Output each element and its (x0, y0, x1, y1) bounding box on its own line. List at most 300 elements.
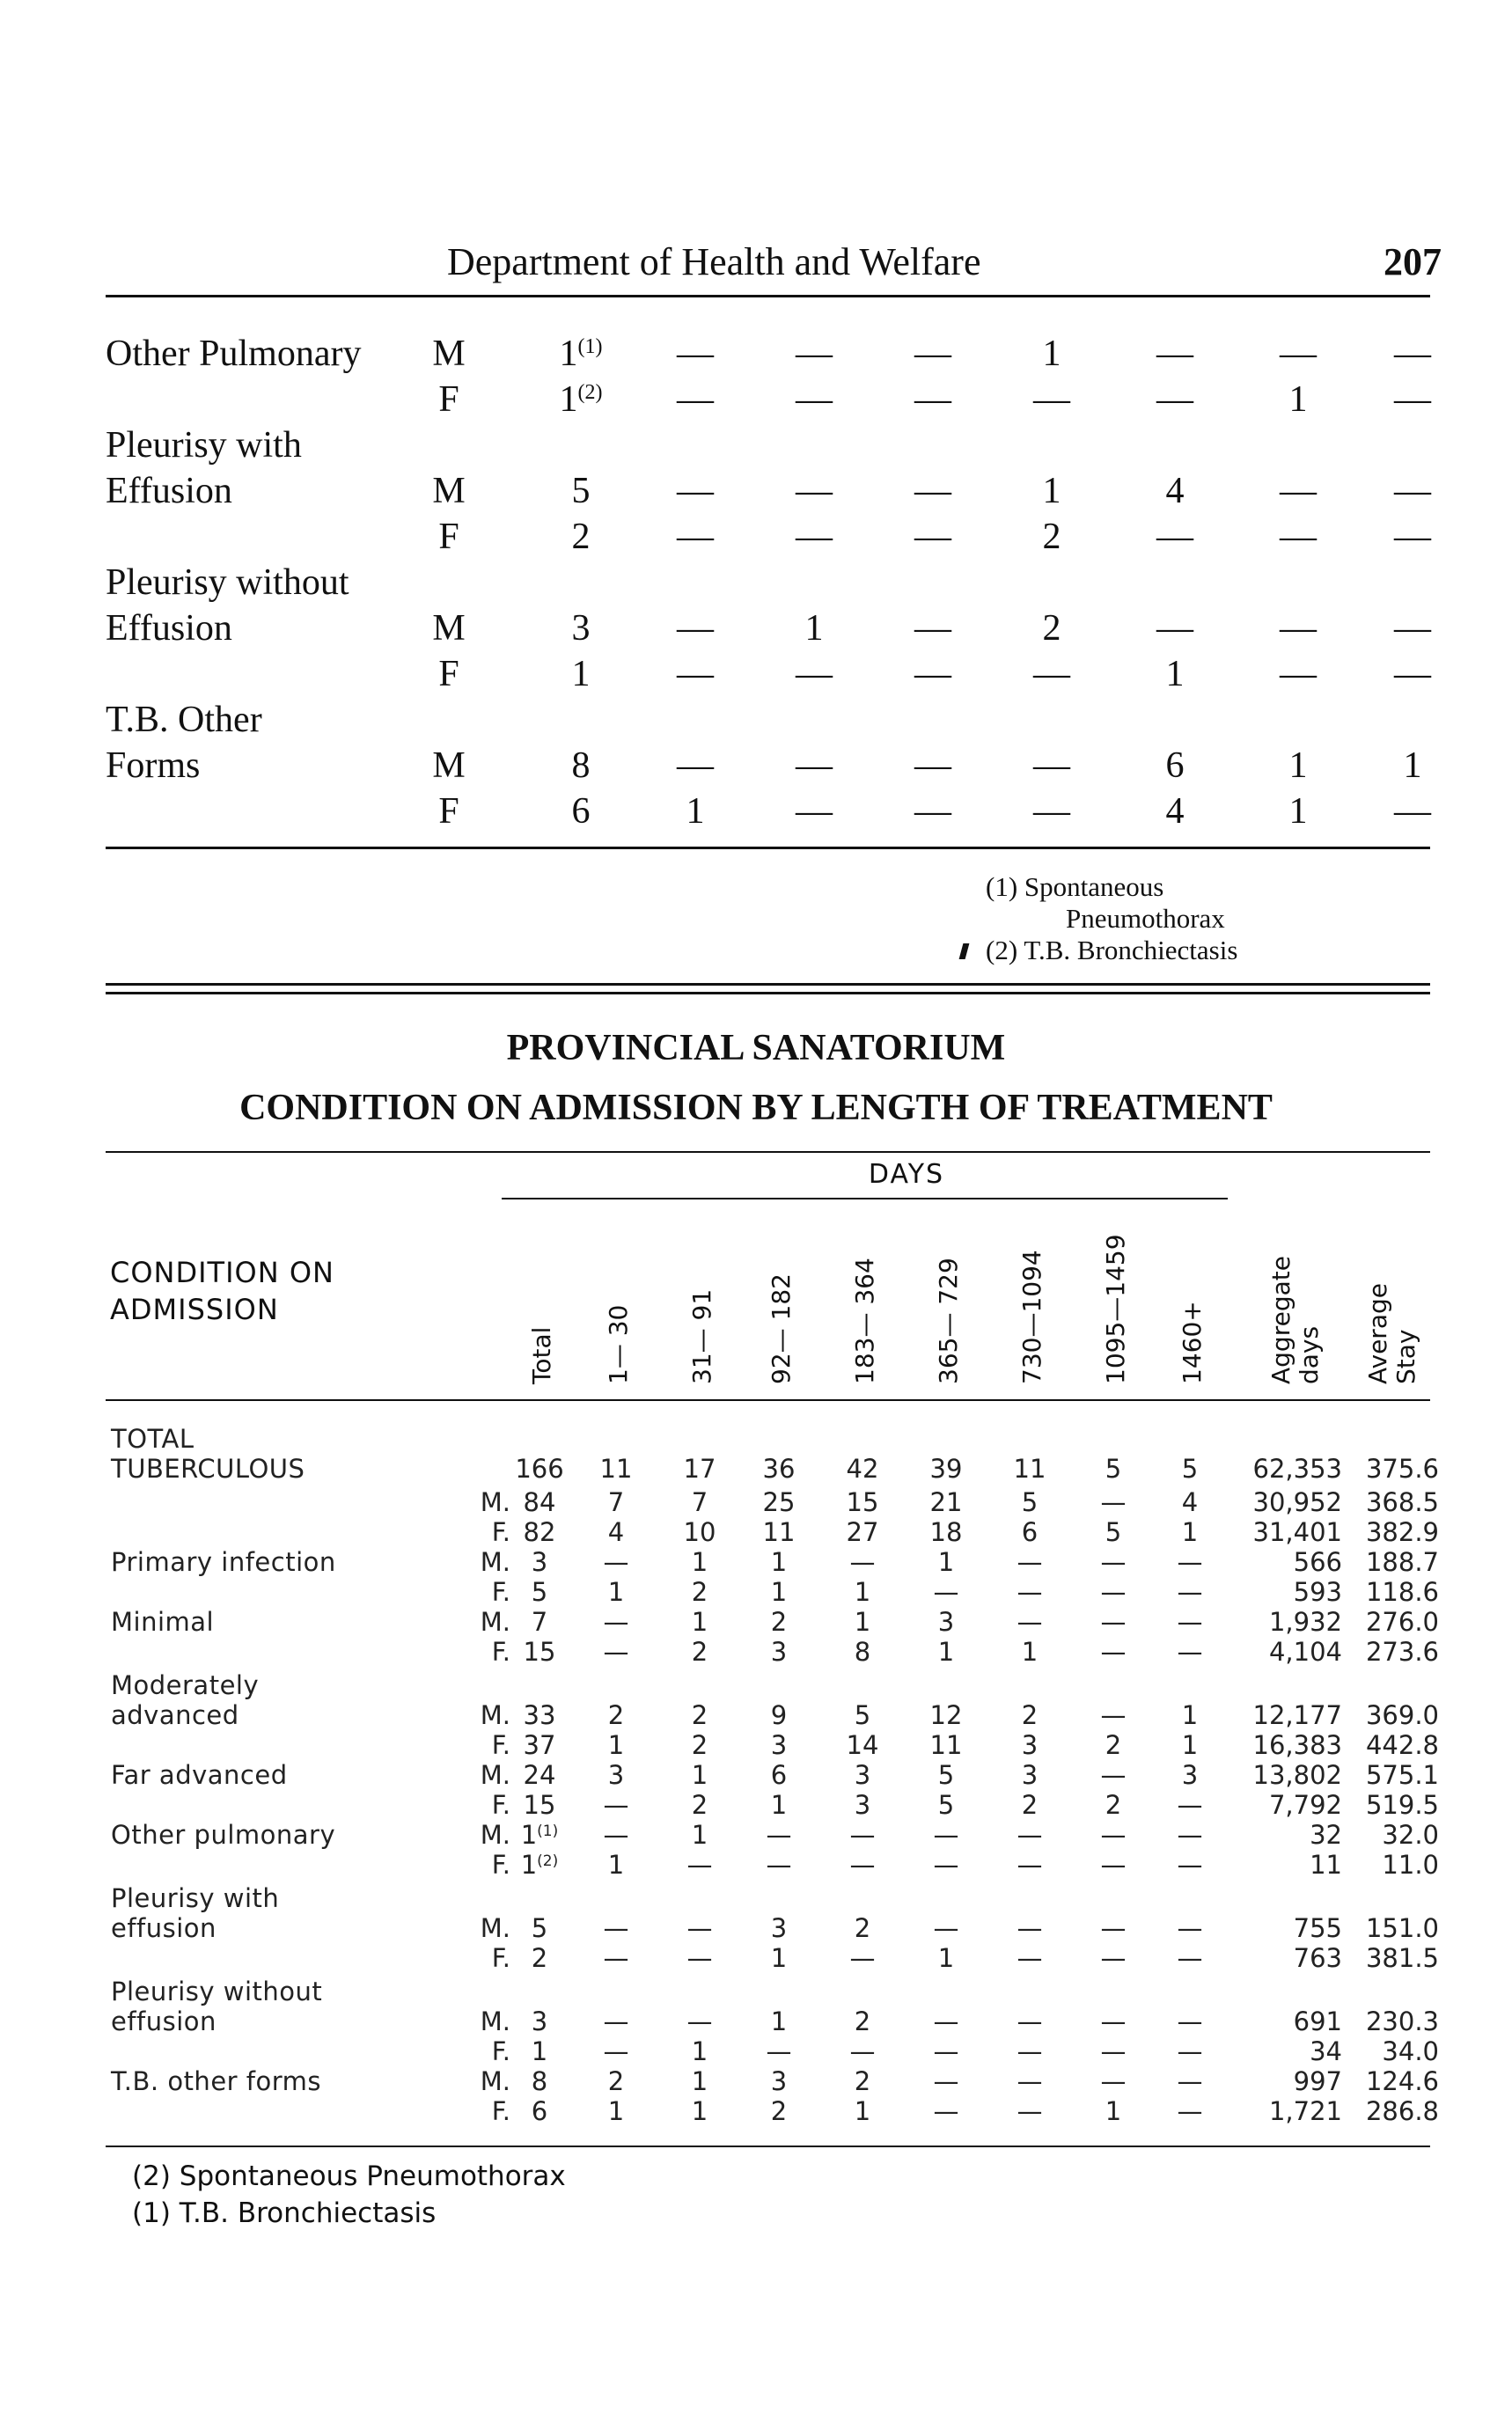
table-cell: 3 (531, 1547, 548, 1577)
table-cell: — (1177, 2096, 1203, 2126)
table-cell: — (1033, 379, 1070, 420)
table-cell: 1,932 (1268, 1607, 1342, 1637)
table-cell: — (914, 654, 951, 694)
table-cell: 4,104 (1268, 1637, 1342, 1667)
table-cell: 1 (1403, 745, 1422, 786)
table-cell: — (1177, 1913, 1203, 1943)
table-cell: 1 (691, 2066, 708, 2096)
table-cell: — (603, 1607, 629, 1637)
table-cell: 1 (691, 1820, 708, 1850)
table-cell: 273.6 (1365, 1637, 1439, 1667)
table-cell: 5 (571, 471, 591, 511)
sex-cell: M (432, 471, 466, 511)
sex-cell: F (438, 379, 459, 420)
table-cell: 1 (691, 1607, 708, 1637)
table-cell: 368.5 (1365, 1487, 1439, 1517)
table-cell: 82 (523, 1517, 556, 1547)
table-cell: 2 (691, 1730, 708, 1760)
table-row (106, 2096, 1443, 2127)
section-rule-2 (106, 992, 1430, 994)
table-cell: 2 (854, 2066, 871, 2096)
table-cell: 1 (1021, 1637, 1039, 1667)
table-cell: — (933, 1850, 959, 1880)
column-header-text: 183— 364 (850, 1258, 879, 1384)
table-cell: 17 (683, 1454, 716, 1484)
table-cell: — (1280, 608, 1317, 649)
table-cell: — (796, 654, 833, 694)
table-row (106, 1607, 1443, 1638)
table-cell: 1 (1288, 745, 1308, 786)
table-cell: — (1394, 791, 1431, 832)
row-label: Pleurisy without (111, 1977, 323, 2006)
sex-cell: M. (480, 1820, 510, 1850)
table-cell: 2 (1105, 1790, 1122, 1820)
sex-cell: M. (480, 1760, 510, 1790)
table-cell: 1 (607, 1730, 625, 1760)
table-cell: — (1280, 471, 1317, 511)
table-cell: — (603, 1637, 629, 1667)
table-cell: 2 (691, 1790, 708, 1820)
table-cell: 34.0 (1382, 2036, 1439, 2066)
table-cell: 25 (762, 1487, 796, 1517)
table-cell: 2 (854, 2006, 871, 2036)
column-header-text: 730—1094 (1017, 1250, 1046, 1384)
table-cell: — (766, 2036, 792, 2066)
table-cell: — (796, 517, 833, 557)
table-cell: — (1100, 2066, 1127, 2096)
sex-cell: M. (480, 1547, 510, 1577)
sex-cell: F. (491, 1730, 510, 1760)
table-cell: 3 (937, 1607, 955, 1637)
running-head: Department of Health and Welfare (447, 240, 981, 283)
table-cell: 2 (571, 517, 591, 557)
table-cell: 2 (691, 1637, 708, 1667)
table-cell: 1 (691, 2036, 708, 2066)
table-cell: 763 (1293, 1943, 1342, 1973)
table-cell: 11 (1013, 1454, 1046, 1484)
sex-cell: F. (491, 1943, 510, 1973)
table-cell: 62,353 (1252, 1454, 1342, 1484)
table-cell: 1 (571, 654, 591, 694)
column-header (1087, 1204, 1140, 1389)
row-label: Far advanced (111, 1760, 288, 1790)
sex-cell: F. (491, 1850, 510, 1880)
bottom-table-bottom-rule (106, 2146, 1430, 2147)
row-label: effusion (111, 2006, 217, 2036)
table-cell: 3 (770, 1730, 788, 1760)
table-row (106, 1730, 1443, 1761)
table-cell: 1 (770, 1577, 788, 1607)
table-cell: 755 (1293, 1913, 1342, 1943)
table-cell: — (1100, 1487, 1127, 1517)
table-cell: — (1017, 1577, 1043, 1607)
table-cell: 5 (854, 1700, 871, 1730)
footnote-ref: (1) (577, 335, 603, 358)
table-cell: 6 (571, 791, 591, 832)
table-cell: — (933, 1577, 959, 1607)
sex-cell: M (432, 334, 466, 374)
row-label: Primary infection (111, 1547, 336, 1577)
table-cell: 286.8 (1365, 2096, 1439, 2126)
table-cell: 1 (686, 791, 705, 832)
table-cell: — (1280, 334, 1317, 374)
column-header (920, 1204, 973, 1389)
table-cell: 1 (804, 608, 824, 649)
table-cell: — (914, 791, 951, 832)
table-cell: 1 (937, 1547, 955, 1577)
table-cell: — (686, 1850, 713, 1880)
table-cell: — (1100, 1577, 1127, 1607)
table-cell: 1 (937, 1637, 955, 1667)
table-cell: 5 (937, 1760, 955, 1790)
table-row (106, 1637, 1443, 1668)
top-table-row (106, 333, 1435, 378)
table-cell: — (1017, 2036, 1043, 2066)
table-cell: — (1100, 1850, 1127, 1880)
table-cell: — (1177, 2006, 1203, 2036)
table-cell: — (603, 1790, 629, 1820)
table-cell: — (1100, 1913, 1127, 1943)
table-row (106, 1820, 1443, 1851)
table-cell: — (933, 2006, 959, 2036)
table-cell: — (686, 1943, 713, 1973)
table-cell: 3 (531, 2006, 548, 2036)
row-label: T.B. Other (106, 700, 262, 740)
table-cell: 32 (1310, 1820, 1342, 1850)
table-cell: — (1017, 1913, 1043, 1943)
table-cell: 18 (929, 1517, 963, 1547)
row-label: Other pulmonary (111, 1820, 336, 1850)
table-cell: 5 (1181, 1454, 1199, 1484)
table-row (106, 1760, 1443, 1791)
table-row (106, 2006, 1443, 2037)
row-label: TUBERCULOUS (111, 1454, 305, 1484)
table-cell: 8 (571, 745, 591, 786)
table-cell: 1$^{(2)}$ (559, 379, 603, 420)
table-cell: — (933, 2066, 959, 2096)
column-header-text: 1460+ (1178, 1301, 1207, 1384)
table-cell: 24 (523, 1760, 556, 1790)
table-cell: 3 (770, 1913, 788, 1943)
table-cell: 375.6 (1365, 1454, 1439, 1484)
table-cell: 3 (770, 2066, 788, 2096)
table-cell: 14 (846, 1730, 879, 1760)
table-cell: — (1017, 2096, 1043, 2126)
row-label: Effusion (106, 608, 232, 649)
column-header-text: 31— 91 (687, 1288, 716, 1384)
table-cell: — (1177, 1850, 1203, 1880)
table-cell: — (1177, 2036, 1203, 2066)
table-cell: 442.8 (1365, 1730, 1439, 1760)
table-cell: 27 (846, 1517, 879, 1547)
table-cell: — (1280, 654, 1317, 694)
table-cell: 1 (770, 1790, 788, 1820)
table-row (106, 1883, 1443, 1914)
table-cell: — (1177, 1790, 1203, 1820)
table-cell: 276.0 (1365, 1607, 1439, 1637)
table-cell: 1 (770, 1943, 788, 1973)
column-header (673, 1204, 726, 1389)
table-cell: — (849, 1943, 876, 1973)
table-row (106, 1547, 1443, 1578)
table-cell: — (1033, 654, 1070, 694)
table-cell: 12 (929, 1700, 963, 1730)
table-cell: 42 (846, 1454, 879, 1484)
top-footnote-1-cont: Pneumothorax (1066, 903, 1225, 934)
table-cell: — (677, 517, 714, 557)
top-table-bottom-rule (106, 847, 1430, 849)
table-row (106, 1977, 1443, 2007)
sex-cell: M. (480, 1487, 510, 1517)
table-cell: 1 (1288, 379, 1308, 420)
table-cell: 13,802 (1252, 1760, 1342, 1790)
table-cell: 3 (854, 1760, 871, 1790)
row-label: T.B. other forms (111, 2066, 322, 2096)
table-cell: 1 (1288, 791, 1308, 832)
table-cell: 3 (1181, 1760, 1199, 1790)
column-header-text: 1095—1459 (1101, 1234, 1130, 1384)
table-cell: 1 (1181, 1730, 1199, 1760)
days-rule (502, 1198, 1228, 1199)
table-cell: 15 (523, 1637, 556, 1667)
table-cell: — (1394, 517, 1431, 557)
table-cell: — (677, 334, 714, 374)
table-row (106, 1850, 1443, 1881)
column-header-text: Aggregate (1266, 1256, 1295, 1384)
table-cell: — (1017, 2066, 1043, 2096)
table-cell: — (1177, 1607, 1203, 1637)
table-cell: — (1177, 1820, 1203, 1850)
table-cell: 5 (937, 1790, 955, 1820)
sex-cell: F. (491, 2036, 510, 2066)
table-cell: 1 (607, 1850, 625, 1880)
table-cell: — (849, 1820, 876, 1850)
table-cell: — (1017, 2006, 1043, 2036)
table-cell: — (603, 1913, 629, 1943)
table-cell: 5 (1105, 1454, 1122, 1484)
table-cell: 15 (846, 1487, 879, 1517)
table-row (106, 1517, 1443, 1548)
table-row (106, 1790, 1443, 1821)
condition-header-line2: ADMISSION (110, 1293, 279, 1326)
row-label: TOTAL (111, 1424, 195, 1454)
sex-cell: F. (491, 1577, 510, 1607)
table-cell: 1 (770, 1547, 788, 1577)
table-cell: — (849, 1850, 876, 1880)
table-row (106, 2066, 1443, 2097)
sex-cell: F. (491, 1790, 510, 1820)
footnote-ref: (1) (537, 1823, 559, 1840)
table-cell: — (1100, 1820, 1127, 1850)
table-cell: 2 (854, 1913, 871, 1943)
row-label: Effusion (106, 471, 232, 511)
table-cell: 566 (1293, 1547, 1342, 1577)
condition-header-line1: CONDITION ON (110, 1256, 334, 1289)
row-label: Moderately (111, 1670, 260, 1700)
table-title-line2: CONDITION ON ADMISSION BY LENGTH OF TREATMENT (239, 1088, 1273, 1128)
top-table-row (106, 378, 1435, 424)
table-cell: 33 (523, 1700, 556, 1730)
table-cell: 8 (854, 1637, 871, 1667)
top-table-row (106, 790, 1435, 836)
column-header (836, 1204, 889, 1389)
top-table-row (106, 607, 1435, 653)
table-cell: 2 (691, 1577, 708, 1607)
days-label: DAYS (868, 1159, 945, 1190)
table-cell: — (1017, 1607, 1043, 1637)
table-cell: 34 (1310, 2036, 1342, 2066)
column-header-text: Stay (1391, 1329, 1420, 1384)
table-cell: 9 (770, 1700, 788, 1730)
sex-cell: F. (491, 1637, 510, 1667)
row-label: Pleurisy without (106, 562, 349, 603)
table-cell: 1,721 (1268, 2096, 1342, 2126)
table-cell: 124.6 (1365, 2066, 1439, 2096)
table-cell: — (933, 1913, 959, 1943)
bottom-footnote-2: (1) T.B. Bronchiectasis (132, 2197, 437, 2229)
table-cell: — (1100, 1760, 1127, 1790)
table-cell: 7 (607, 1487, 625, 1517)
table-cell: — (1100, 1607, 1127, 1637)
table-cell: 1 (531, 2036, 548, 2066)
table-cell: 1$^{(2)}$ (520, 1850, 559, 1880)
table-cell: — (1394, 471, 1431, 511)
table-cell: 7 (691, 1487, 708, 1517)
table-cell: — (796, 791, 833, 832)
table-cell: 5 (531, 1577, 548, 1607)
table-cell: — (1394, 654, 1431, 694)
table-cell: 3 (854, 1790, 871, 1820)
table-row (106, 1577, 1443, 1608)
table-cell: — (914, 608, 951, 649)
top-table-row (106, 470, 1435, 516)
table-row (106, 1700, 1443, 1731)
table-cell: — (1156, 608, 1193, 649)
sex-cell: M. (480, 1607, 510, 1637)
table-cell: — (1100, 1700, 1127, 1730)
table-cell: 519.5 (1365, 1790, 1439, 1820)
table-cell: — (677, 379, 714, 420)
table-cell: 39 (929, 1454, 963, 1484)
sex-cell: F. (491, 1517, 510, 1547)
table-cell: 1 (691, 1547, 708, 1577)
table-title-line1: PROVINCIAL SANATORIUM (506, 1028, 1006, 1068)
table-cell: 1 (770, 2006, 788, 2036)
table-cell: — (677, 608, 714, 649)
top-table-row (106, 516, 1435, 561)
column-header (1351, 1204, 1420, 1389)
table-cell: — (914, 745, 951, 786)
table-cell: 30,952 (1252, 1487, 1342, 1517)
table-cell: — (1100, 1637, 1127, 1667)
table-cell: — (1100, 2036, 1127, 2066)
table-cell: — (1394, 334, 1431, 374)
table-cell: 691 (1293, 2006, 1342, 2036)
table-cell: 5 (1105, 1517, 1122, 1547)
table-row (106, 1487, 1443, 1518)
table-cell: 1 (854, 1607, 871, 1637)
sex-cell: F (438, 517, 459, 557)
table-cell: 21 (929, 1487, 963, 1517)
table-cell: — (603, 1547, 629, 1577)
table-cell: — (1100, 2006, 1127, 2036)
table-cell: 1 (1042, 334, 1061, 374)
table-cell: 84 (523, 1487, 556, 1517)
table-cell: 7 (531, 1607, 548, 1637)
top-footnote-2: (2) T.B. Bronchiectasis (986, 935, 1238, 965)
table-cell: — (1100, 1943, 1127, 1973)
table-cell: — (1280, 517, 1317, 557)
table-cell: 11 (762, 1517, 796, 1547)
table-cell: — (1394, 608, 1431, 649)
top-footnote-1: (1) Spontaneous (986, 871, 1164, 902)
table-cell: — (766, 1820, 792, 1850)
table-cell: 4 (1165, 471, 1185, 511)
table-cell: 1 (854, 1577, 871, 1607)
table-cell: 11 (599, 1454, 633, 1484)
table-cell: 37 (523, 1730, 556, 1760)
table-cell: — (1177, 1547, 1203, 1577)
table-cell: 4 (1181, 1487, 1199, 1517)
table-cell: — (1156, 379, 1193, 420)
top-table-row (106, 745, 1435, 790)
table-cell: 3 (1021, 1760, 1039, 1790)
table-cell: 3 (607, 1760, 625, 1790)
table-cell: 5 (531, 1913, 548, 1943)
table-cell: 32.0 (1382, 1820, 1439, 1850)
table-cell: — (914, 379, 951, 420)
top-table-row (106, 561, 1435, 607)
row-label: Other Pulmonary (106, 334, 362, 374)
row-label: Pleurisy with (111, 1883, 280, 1913)
sex-cell: M. (480, 1700, 510, 1730)
sex-cell: F. (491, 2096, 510, 2126)
sex-cell: M. (480, 1913, 510, 1943)
table-cell: 1 (691, 2096, 708, 2126)
bottom-table-top-rule (106, 1151, 1430, 1153)
table-cell: 1 (1181, 1700, 1199, 1730)
table-cell: 3 (1021, 1730, 1039, 1760)
table-cell: — (933, 2096, 959, 2126)
table-cell: — (1156, 334, 1193, 374)
top-table-row (106, 699, 1435, 745)
top-table-row (106, 653, 1435, 699)
table-cell: 6 (1165, 745, 1185, 786)
table-cell: 16,383 (1252, 1730, 1342, 1760)
table-cell: 2 (770, 2096, 788, 2126)
table-row (106, 1943, 1443, 1974)
table-cell: — (914, 334, 951, 374)
table-cell: 6 (770, 1760, 788, 1790)
table-cell: 151.0 (1365, 1913, 1439, 1943)
table-cell: 12,177 (1252, 1700, 1342, 1730)
column-header-rule (106, 1399, 1430, 1401)
table-cell: — (686, 2006, 713, 2036)
table-cell: — (933, 2036, 959, 2066)
table-cell: 11.0 (1382, 1850, 1439, 1880)
row-label: advanced (111, 1700, 239, 1730)
sex-cell: M (432, 745, 466, 786)
bullet-mark (959, 943, 970, 959)
table-cell: 1$^{(1)}$ (520, 1820, 559, 1850)
table-cell: 382.9 (1365, 1517, 1439, 1547)
table-row (106, 1424, 1443, 1455)
table-cell: 2 (1042, 517, 1061, 557)
column-header (513, 1204, 566, 1389)
table-cell: 1 (937, 1943, 955, 1973)
table-cell: 11 (1310, 1850, 1342, 1880)
table-cell: 118.6 (1365, 1577, 1439, 1607)
